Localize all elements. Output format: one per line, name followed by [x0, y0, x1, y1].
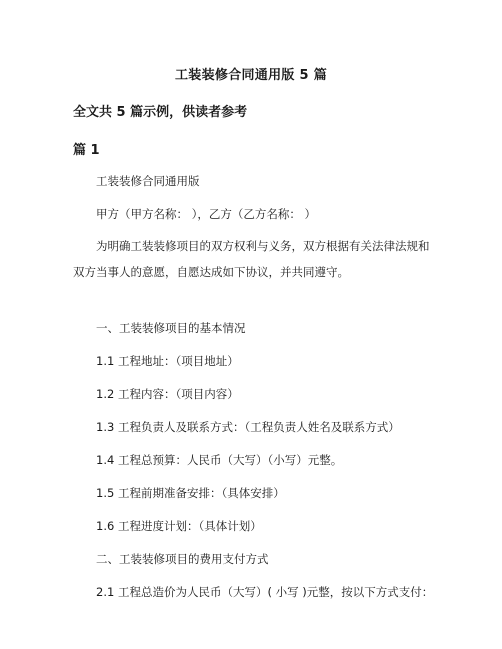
paragraph: 一、工装装修项目的基本情况 — [96, 321, 246, 335]
paragraph: 1.5 工程前期准备安排：（具体安排） — [96, 486, 285, 500]
paragraph: 为明确工装装修项目的双方权利与义务，双方根据有关法律法规和双方当事人的意愿，自愿达成如下协议，并共同遵守。 — [73, 239, 430, 279]
paragraph: 1.1 工程地址：（项目地址） — [96, 354, 239, 368]
paragraph: 二、工装装修项目的费用支付方式 — [96, 552, 269, 566]
paragraph: 甲方（甲方名称： ），乙方（乙方名称： ） — [96, 207, 317, 221]
paragraph: 工装装修合同通用版 — [96, 174, 200, 188]
document-title: 工装装修合同通用版 5 篇 — [175, 68, 327, 83]
section-heading: 篇 1 — [73, 143, 100, 158]
paragraph: 1.3 工程负责人及联系方式：（工程负责人姓名及联系方式） — [96, 420, 400, 434]
paragraph: 1.2 工程内容：（项目内容） — [96, 387, 239, 401]
paragraph: 2.1 工程总造价为人民币（大写）( 小写 )元整，按以下方式支付： — [96, 585, 434, 599]
paragraph: 1.4 工程总预算：人民币（大写）（小写）元整。 — [96, 453, 343, 467]
paragraph: 1.6 工程进度计划：（具体计划） — [96, 519, 262, 533]
document-subtitle: 全文共 5 篇示例，供读者参考 — [73, 105, 248, 120]
